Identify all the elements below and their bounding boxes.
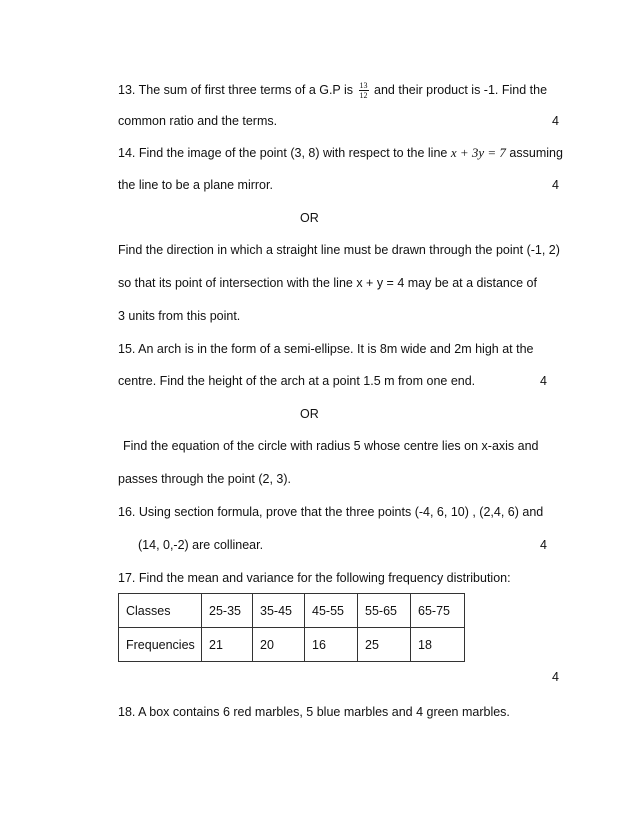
table-cell: 18 — [411, 628, 465, 662]
q13-line2: common ratio and the terms. — [118, 114, 278, 128]
q14-equation: x + 3y = 7 — [450, 145, 506, 160]
q17-line1: 17. Find the mean and variance for the following frequency distribution: — [118, 571, 511, 585]
q15-or-label: OR — [300, 407, 319, 421]
q13-line1 — [118, 81, 547, 100]
q16-line2: (14, 0,-2) are collinear. — [138, 538, 264, 552]
table-cell: 55-65 — [358, 594, 411, 628]
table-header-label: Classes — [119, 594, 202, 628]
table-cell: 16 — [305, 628, 358, 662]
q14-alt-line1: Find the direction in which a straight line must be drawn through the point (-1, 2) — [118, 243, 560, 257]
q15-line1: 15. An arch is in the form of a semi-ellipse. It is 8m wide and 2m high at the — [118, 342, 534, 356]
q16-marks: 4 — [540, 538, 547, 552]
table-cell: 65-75 — [411, 594, 465, 628]
table-cell: 21 — [202, 628, 253, 662]
q16-line1: 16. Using section formula, prove that the three points (-4, 6, 10) , (2,4, 6) and — [118, 505, 544, 519]
q14-line1 — [118, 145, 563, 161]
table-row-classes — [119, 594, 465, 628]
q13-fraction-denominator: 12 — [359, 91, 368, 100]
q13-marks: 4 — [552, 114, 559, 128]
q14-or-label: OR — [300, 211, 319, 225]
q18-line1: 18. A box contains 6 red marbles, 5 blue marbles and 4 green marbles. — [118, 705, 510, 719]
table-cell: 45-55 — [305, 594, 358, 628]
q15-line2: centre. Find the height of the arch at a point 1.5 m from one end. — [118, 374, 476, 388]
q14-alt-line2: so that its point of intersection with the line x + y = 4 may be at a distance of — [118, 276, 537, 290]
q17-marks: 4 — [552, 670, 559, 684]
table-row-label: Frequencies — [119, 628, 202, 662]
q14-text-suffix: assuming — [509, 146, 563, 160]
q15-alt-line1: Find the equation of the circle with radius 5 whose centre lies on x-axis and — [123, 439, 539, 453]
q13-text-prefix: 13. The sum of first three terms of a G.P is — [118, 82, 354, 97]
table-cell: 25 — [358, 628, 411, 662]
frequency-table — [118, 593, 465, 662]
table-cell: 35-45 — [253, 594, 305, 628]
table-cell: 25-35 — [202, 594, 253, 628]
q13-fraction — [359, 81, 369, 100]
q15-marks: 4 — [540, 374, 547, 388]
q13-text-suffix: and their product is -1. Find the — [374, 82, 548, 97]
table-row-frequencies — [119, 628, 465, 662]
q14-line2: the line to be a plane mirror. — [118, 178, 273, 192]
table-cell: 20 — [253, 628, 305, 662]
q13-fraction-numerator: 13 — [359, 81, 368, 90]
q14-alt-line3: 3 units from this point. — [118, 309, 241, 323]
q14-marks: 4 — [552, 178, 559, 192]
q15-alt-line2: passes through the point (2, 3). — [118, 472, 292, 486]
q14-text-prefix: 14. Find the image of the point (3, 8) with respect to the line — [118, 146, 448, 160]
